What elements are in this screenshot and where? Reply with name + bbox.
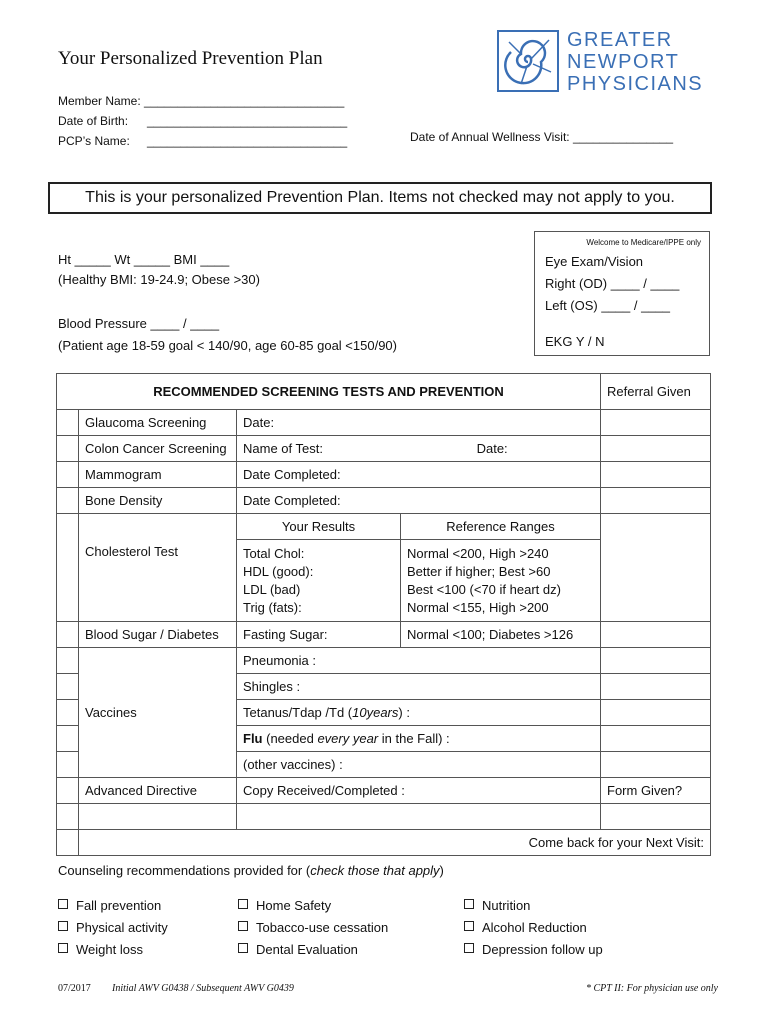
- home-safety-checkbox[interactable]: [238, 895, 388, 917]
- your-results-header: Your Results: [237, 514, 401, 540]
- mammogram-referral-cell[interactable]: [601, 462, 711, 488]
- tetanus-checkbox[interactable]: [57, 700, 79, 726]
- page-title: Your Personalized Prevention Plan: [58, 48, 323, 69]
- flu-note-b: every year: [317, 731, 379, 746]
- bone-density-date-field[interactable]: Date Completed:: [237, 488, 601, 514]
- counseling-col-3: [464, 895, 603, 961]
- table-row: [57, 830, 711, 856]
- ldl-field[interactable]: LDL (bad): [243, 581, 301, 597]
- cholesterol-results[interactable]: [237, 540, 401, 622]
- pneumonia-referral-cell[interactable]: [601, 648, 711, 674]
- eye-exam-box: [534, 231, 710, 356]
- bone-density-checkbox[interactable]: [57, 488, 79, 514]
- ldl-range: Best <100 (<70 if heart dz): [407, 581, 561, 597]
- blood-sugar-label: Blood Sugar / Diabetes: [79, 622, 237, 648]
- table-row: [57, 622, 711, 648]
- tobacco-checkbox[interactable]: [238, 917, 388, 939]
- nautilus-logo-icon: [497, 30, 559, 92]
- table-row: [57, 462, 711, 488]
- tetanus-referral-cell[interactable]: [601, 700, 711, 726]
- blank-referral-cell[interactable]: [601, 804, 711, 830]
- tetanus-text: Tetanus/Tdap /Td (: [243, 705, 353, 720]
- vaccines-label: Vaccines: [79, 648, 237, 778]
- colon-checkbox[interactable]: [57, 436, 79, 462]
- bone-density-referral-cell[interactable]: [601, 488, 711, 514]
- flu-label: Flu: [243, 731, 263, 746]
- trig-range: Normal <155, High >200: [407, 599, 549, 615]
- trig-field[interactable]: Trig (fats):: [243, 599, 302, 615]
- colon-label: Colon Cancer Screening: [79, 436, 237, 462]
- fall-prevention-label: Fall prevention: [76, 898, 162, 913]
- dob-label: Date of Birth:: [58, 114, 129, 128]
- alcohol-label: Alcohol Reduction: [482, 920, 587, 935]
- tetanus-suffix: ) :: [398, 705, 410, 720]
- fall-prevention-checkbox[interactable]: [58, 895, 168, 917]
- hdl-field[interactable]: HDL (good):: [243, 563, 314, 579]
- home-safety-label: Home Safety: [256, 898, 332, 913]
- annual-visit-field[interactable]: Date of Annual Wellness Visit: _______________: [410, 130, 674, 144]
- weight-loss-checkbox[interactable]: [58, 939, 168, 961]
- blood-sugar-referral-cell[interactable]: [601, 622, 711, 648]
- dob-field[interactable]: ______________________________: [147, 114, 348, 128]
- table-row: [57, 514, 711, 540]
- table-header: RECOMMENDED SCREENING TESTS AND PREVENTION: [57, 374, 601, 410]
- logo-text-physicians: PHYSICIANS: [567, 73, 704, 95]
- colon-test-field[interactable]: [237, 436, 601, 462]
- table-row: [57, 410, 711, 436]
- eye-left-field[interactable]: Left (OS) ____ / ____: [545, 298, 671, 313]
- ekg-field[interactable]: EKG Y / N: [545, 334, 605, 349]
- flu-checkbox[interactable]: [57, 726, 79, 752]
- copy-received-field[interactable]: Copy Received/Completed :: [237, 778, 601, 804]
- flu-note-c: in the Fall) :: [378, 731, 450, 746]
- tobacco-label: Tobacco-use cessation: [256, 920, 389, 935]
- table-row: [57, 778, 711, 804]
- screening-table: [56, 373, 711, 856]
- fasting-sugar-range: Normal <100; Diabetes >126: [401, 622, 601, 648]
- logo: [497, 29, 704, 96]
- glaucoma-date-field[interactable]: Date:: [237, 410, 601, 436]
- blood-pressure-field[interactable]: Blood Pressure ____ / ____: [58, 316, 220, 331]
- mammogram-checkbox[interactable]: [57, 462, 79, 488]
- blank-cell[interactable]: [79, 804, 237, 830]
- bone-density-label: Bone Density: [79, 488, 237, 514]
- referral-header: Referral Given: [601, 374, 711, 410]
- mammogram-date-field[interactable]: Date Completed:: [237, 462, 601, 488]
- dental-label: Dental Evaluation: [256, 942, 358, 957]
- counseling-intro-a: Counseling recommendations provided for (: [58, 863, 311, 878]
- table-header-row: [57, 374, 711, 410]
- hdl-range: Better if higher; Best >60: [407, 563, 551, 579]
- counseling-intro-c: ): [439, 863, 444, 878]
- advanced-directive-label: Advanced Directive: [79, 778, 237, 804]
- form-given-cell[interactable]: Form Given?: [601, 778, 711, 804]
- table-row: [57, 436, 711, 462]
- dental-checkbox[interactable]: [238, 939, 388, 961]
- depression-label: Depression follow up: [482, 942, 603, 957]
- shingles-referral-cell[interactable]: [601, 674, 711, 700]
- bp-note: (Patient age 18-59 goal < 140/90, age 60-85 goal <150/90): [58, 338, 397, 353]
- alcohol-checkbox[interactable]: [464, 917, 603, 939]
- other-vaccines-field[interactable]: (other vaccines) :: [237, 752, 601, 778]
- blank-field[interactable]: [237, 804, 601, 830]
- weight-loss-label: Weight loss: [76, 942, 143, 957]
- table-row: [57, 488, 711, 514]
- glaucoma-checkbox[interactable]: [57, 410, 79, 436]
- eye-right-field[interactable]: Right (OD) ____ / ____: [545, 276, 680, 291]
- next-visit-field[interactable]: Come back for your Next Visit:: [79, 830, 711, 856]
- counseling-intro-b: check those that apply: [310, 863, 440, 878]
- glaucoma-label: Glaucoma Screening: [79, 410, 237, 436]
- blank-checkbox[interactable]: [57, 804, 79, 830]
- depression-checkbox[interactable]: [464, 939, 603, 961]
- colon-date-label: Date:: [476, 441, 508, 456]
- cholesterol-ranges: [401, 540, 601, 622]
- ht-wt-bmi-field[interactable]: Ht _____ Wt _____ BMI ____: [58, 252, 230, 267]
- tetanus-field[interactable]: [237, 700, 601, 726]
- nutrition-checkbox[interactable]: [464, 895, 603, 917]
- mammogram-label: Mammogram: [79, 462, 237, 488]
- shingles-checkbox[interactable]: [57, 674, 79, 700]
- counseling-col-2: [238, 895, 388, 961]
- colon-test-label: Name of Test:: [243, 441, 323, 456]
- pcp-field[interactable]: ______________________________: [147, 134, 348, 148]
- fasting-sugar-field[interactable]: Fasting Sugar:: [237, 622, 401, 648]
- physical-activity-label: Physical activity: [76, 920, 168, 935]
- footer-date: 07/2017: [58, 983, 91, 994]
- member-name-field[interactable]: Member Name: ______________________________: [58, 94, 345, 108]
- counseling-col-1: [58, 895, 168, 961]
- table-row: [57, 804, 711, 830]
- cholesterol-label: Cholesterol Test: [79, 514, 237, 622]
- other-vaccines-referral-cell[interactable]: [601, 752, 711, 778]
- eye-exam-title: Eye Exam/Vision: [545, 254, 644, 269]
- pcp-label: PCP’s Name:: [58, 134, 130, 148]
- next-visit-checkbox[interactable]: [57, 830, 79, 856]
- total-chol-range: Normal <200, High >240: [407, 545, 549, 561]
- blood-sugar-checkbox[interactable]: [57, 622, 79, 648]
- bmi-note: (Healthy BMI: 19-24.9; Obese >30): [58, 272, 260, 287]
- cholesterol-referral-cell[interactable]: [601, 514, 711, 622]
- pneumonia-checkbox[interactable]: [57, 648, 79, 674]
- tetanus-interval: 10years: [352, 705, 399, 720]
- ippe-label: Welcome to Medicare/IPPE only: [586, 238, 701, 247]
- flu-note-a: (needed: [262, 731, 318, 746]
- footer-cpt: * CPT II: For physician use only: [585, 983, 718, 994]
- reference-ranges-header: Reference Ranges: [401, 514, 601, 540]
- flu-field[interactable]: [237, 726, 601, 752]
- advanced-directive-checkbox[interactable]: [57, 778, 79, 804]
- flu-referral-cell[interactable]: [601, 726, 711, 752]
- colon-referral-cell[interactable]: [601, 436, 711, 462]
- nutrition-label: Nutrition: [482, 898, 531, 913]
- other-vaccines-checkbox[interactable]: [57, 752, 79, 778]
- total-chol-field[interactable]: Total Chol:: [243, 545, 305, 561]
- glaucoma-referral-cell[interactable]: [601, 410, 711, 436]
- shingles-field[interactable]: Shingles :: [237, 674, 601, 700]
- cholesterol-checkbox[interactable]: [57, 514, 79, 622]
- logo-text-newport: NEWPORT: [567, 51, 680, 73]
- physical-activity-checkbox[interactable]: [58, 917, 168, 939]
- table-row: [57, 648, 711, 674]
- banner: This is your personalized Prevention Plan. Items not checked may not apply to you.: [48, 182, 712, 214]
- footer-codes: Initial AWV G0438 / Subsequent AWV G0439: [112, 983, 294, 994]
- pneumonia-field[interactable]: Pneumonia :: [237, 648, 601, 674]
- logo-text-greater: GREATER: [567, 29, 673, 51]
- counseling-intro: [58, 863, 444, 878]
